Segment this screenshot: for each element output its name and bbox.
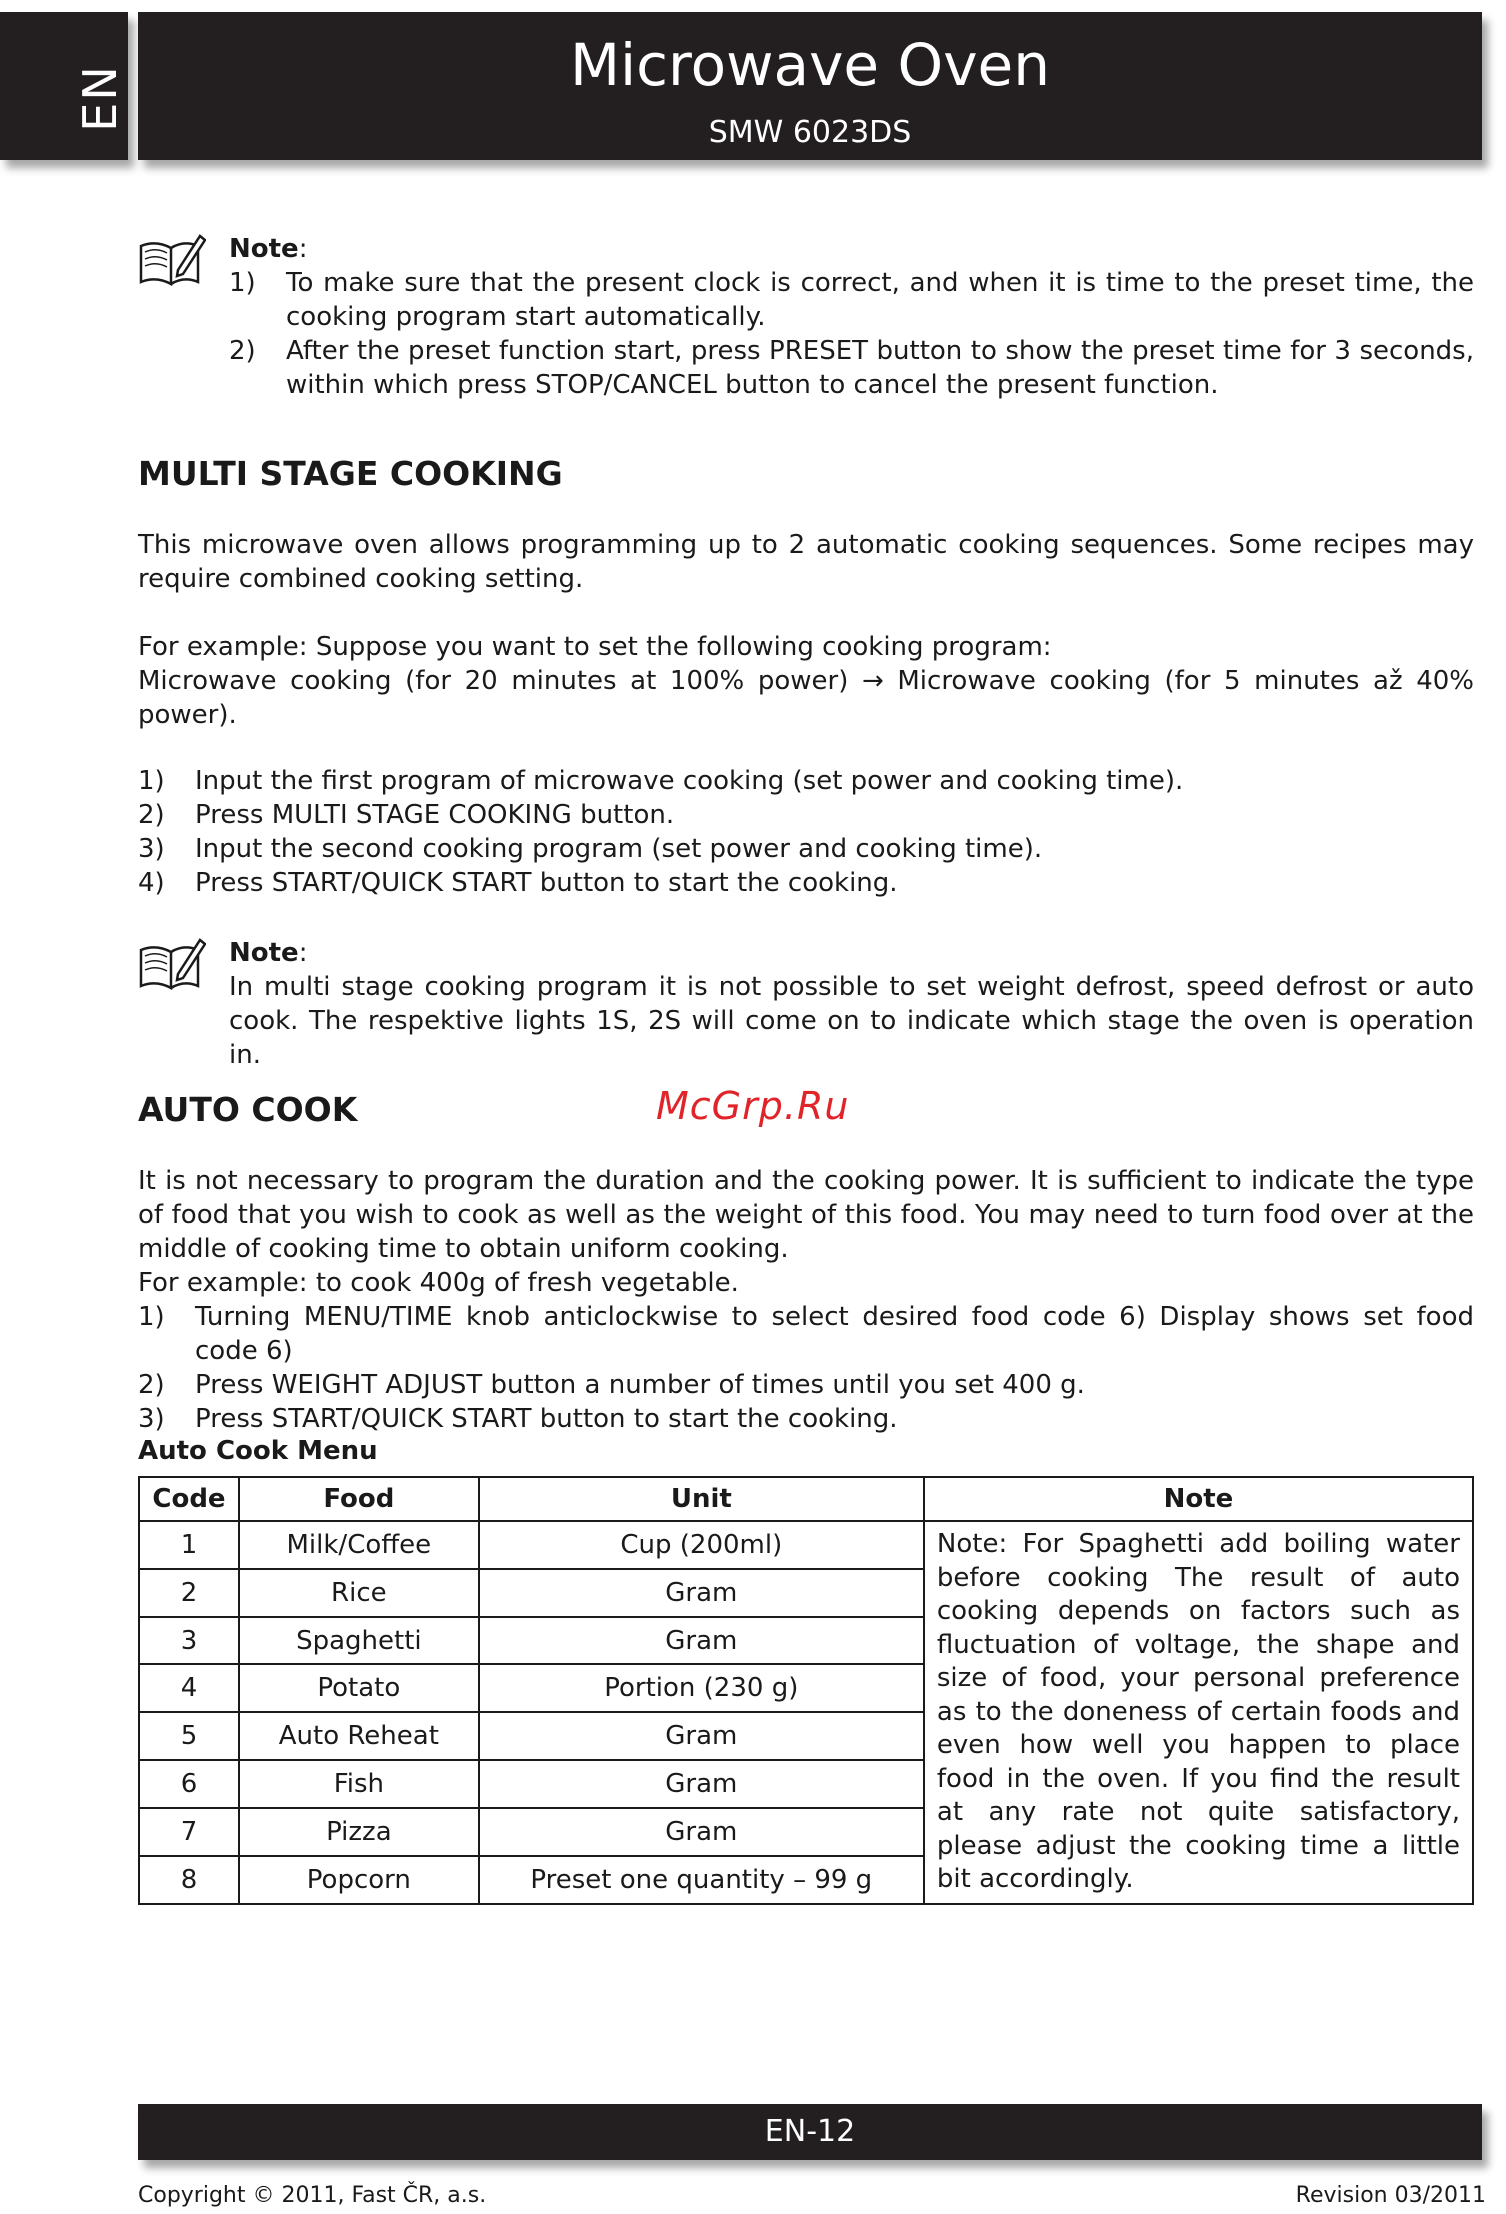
table-row bbox=[139, 1521, 1473, 1569]
item-text: Press START/QUICK START button to start the cooking. bbox=[195, 1404, 898, 1434]
revision-text: Revision 03/2011 bbox=[1295, 2183, 1486, 2208]
cell-unit: Cup (200ml) bbox=[479, 1521, 924, 1569]
list-item bbox=[138, 798, 1474, 832]
cell-unit: Preset one quantity – 99 g bbox=[479, 1856, 924, 1904]
list-item bbox=[138, 764, 1474, 798]
note-book-icon bbox=[138, 936, 206, 994]
item-text: Press MULTI STAGE COOKING button. bbox=[195, 800, 675, 830]
auto-cook-steps bbox=[138, 1300, 1474, 1436]
note-body: Note: In multi stage cooking program it is not possible to set weight defrost, speed defrost or auto cook. The respektive lights 1S, 2S will come on to indicate which stage the oven is operation in. bbox=[229, 938, 1474, 1070]
item-number: 2) bbox=[138, 1370, 165, 1400]
list-item bbox=[229, 334, 1474, 402]
note-text: In multi stage cooking program it is not possible to set weight defrost, speed defrost or auto cook. The respektive lights 1S, 2S will come on to indicate which stage the oven is operation in. bbox=[229, 972, 1474, 1070]
auto-cook-example: For example: to cook 400g of fresh vegetable. bbox=[138, 1268, 739, 1298]
cell-unit: Gram bbox=[479, 1617, 924, 1665]
cell-unit: Gram bbox=[479, 1760, 924, 1808]
cell-code: 4 bbox=[139, 1664, 239, 1712]
cell-food: Auto Reheat bbox=[239, 1712, 479, 1760]
item-text: Press START/QUICK START button to start the cooking. bbox=[195, 868, 898, 898]
cell-unit: Gram bbox=[479, 1569, 924, 1617]
cell-food: Fish bbox=[239, 1760, 479, 1808]
page-number-bar bbox=[138, 2104, 1482, 2160]
item-text: Input the second cooking program (set power and cooking time). bbox=[195, 834, 1043, 864]
multi-stage-example-1: For example: Suppose you want to set the following cooking program: bbox=[138, 632, 1052, 662]
cell-food: Spaghetti bbox=[239, 1617, 479, 1665]
cell-food: Rice bbox=[239, 1569, 479, 1617]
column-header-code: Code bbox=[139, 1477, 239, 1521]
copyright-text: Copyright © 2011, Fast ČR, a.s. bbox=[138, 2183, 487, 2208]
cell-code: 3 bbox=[139, 1617, 239, 1665]
list-item bbox=[138, 832, 1474, 866]
cell-food: Milk/Coffee bbox=[239, 1521, 479, 1569]
column-header-unit: Unit bbox=[479, 1477, 924, 1521]
cell-food: Potato bbox=[239, 1664, 479, 1712]
column-header-food: Food bbox=[239, 1477, 479, 1521]
table-title: Auto Cook Menu bbox=[138, 1436, 378, 1466]
item-number: 3) bbox=[138, 834, 165, 864]
list-item bbox=[138, 1368, 1474, 1402]
note-label: Note bbox=[229, 938, 299, 968]
item-text: To make sure that the present clock is correct, and when it is time to the preset time, the cooking program start automatically. bbox=[286, 268, 1474, 332]
cell-note: Note: For Spaghetti add boiling water before cooking The result of auto cooking depends on factors such as fluctuation of voltage, the shape and size of food, your personal preference as to the doneness of certain foods and even how well you happen to place food in the oven. If you find the result at any rate not quite satisfactory, please adjust the cooking time a little bit accordingly. bbox=[924, 1521, 1473, 1904]
page-number: EN-12 bbox=[764, 2114, 856, 2149]
multi-stage-steps bbox=[138, 764, 1474, 900]
cell-code: 1 bbox=[139, 1521, 239, 1569]
cell-code: 7 bbox=[139, 1808, 239, 1856]
page-title: Microwave Oven bbox=[570, 31, 1050, 99]
item-text: Turning MENU/TIME knob anticlockwise to select desired food code 6) Display shows set food code 6) bbox=[195, 1302, 1474, 1366]
cell-code: 8 bbox=[139, 1856, 239, 1904]
item-number: 4) bbox=[138, 868, 165, 898]
cell-code: 6 bbox=[139, 1760, 239, 1808]
item-text: Input the first program of microwave cooking (set power and cooking time). bbox=[195, 766, 1184, 796]
language-tab bbox=[0, 12, 128, 160]
multi-stage-intro: This microwave oven allows programming up to 2 automatic cooking sequences. Some recipes may require combined cooking setting. bbox=[138, 530, 1474, 594]
cell-unit: Gram bbox=[479, 1808, 924, 1856]
list-item bbox=[138, 1402, 1474, 1436]
multi-stage-example-2: Microwave cooking (for 20 minutes at 100% power) → Microwave cooking (for 5 minutes až 40% power). bbox=[138, 666, 1474, 730]
item-number: 1) bbox=[138, 1302, 165, 1332]
section-heading-auto-cook: AUTO COOK bbox=[138, 1090, 358, 1129]
list-item bbox=[229, 266, 1474, 334]
table-header-row bbox=[139, 1477, 1473, 1521]
section-heading-multi-stage: MULTI STAGE COOKING bbox=[138, 454, 563, 493]
auto-cook-intro: It is not necessary to program the duration and the cooking power. It is sufficient to indicate the type of food that you wish to cook as well as the weight of this food. You may need to turn food over at the middle of cooking time to obtain uniform cooking. bbox=[138, 1166, 1474, 1264]
cell-food: Pizza bbox=[239, 1808, 479, 1856]
item-number: 2) bbox=[229, 336, 256, 366]
item-number: 1) bbox=[229, 268, 256, 298]
auto-cook-menu-table bbox=[138, 1476, 1474, 1905]
watermark: McGrp.Ru bbox=[656, 1084, 850, 1128]
cell-unit: Portion (230 g) bbox=[479, 1664, 924, 1712]
note-body: Note: 1) To make sure that the present clock is correct, and when it is time to the preset time, the cooking program start automatically. 2) After the preset function start, press PRESET button to show the preset time for 3 seconds, within which press STOP/CANCEL button to cancel the present function. bbox=[229, 234, 1474, 400]
column-header-note: Note bbox=[924, 1477, 1473, 1521]
page-header bbox=[138, 12, 1482, 160]
cell-code: 2 bbox=[139, 1569, 239, 1617]
cell-food: Popcorn bbox=[239, 1856, 479, 1904]
list-item bbox=[138, 866, 1474, 900]
note-label: Note bbox=[229, 234, 299, 264]
cell-unit: Gram bbox=[479, 1712, 924, 1760]
item-number: 3) bbox=[138, 1404, 165, 1434]
item-text: After the preset function start, press PRESET button to show the preset time for 3 seconds, within which press STOP/CANCEL button to cancel the present function. bbox=[286, 336, 1474, 400]
item-number: 2) bbox=[138, 800, 165, 830]
language-label: EN bbox=[73, 64, 127, 132]
list-item bbox=[138, 1300, 1474, 1368]
model-number: SMW 6023DS bbox=[708, 115, 912, 150]
note-book-icon bbox=[138, 232, 206, 290]
item-text: Press WEIGHT ADJUST button a number of times until you set 400 g. bbox=[195, 1370, 1085, 1400]
cell-code: 5 bbox=[139, 1712, 239, 1760]
item-number: 1) bbox=[138, 766, 165, 796]
